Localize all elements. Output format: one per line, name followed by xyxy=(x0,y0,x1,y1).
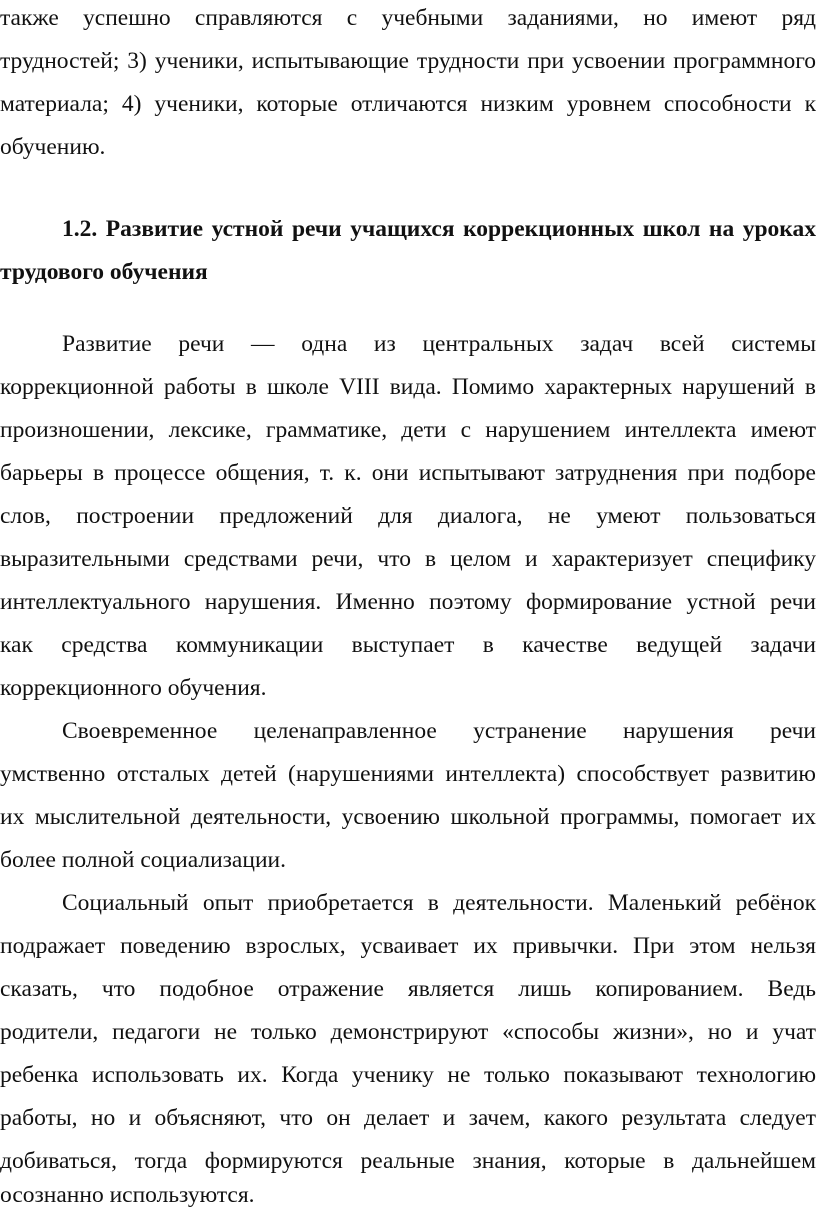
section-heading: 1.2. Развитие устной речи учащихся коррекционных школ на уроках xyxy=(62,216,816,242)
text-line: осознанно используются. xyxy=(0,1182,255,1208)
text-line: родители, педагоги не только демонстрируют «способы жизни», но и учат xyxy=(0,1019,816,1045)
text-line: Развитие речи — одна из центральных задач всей системы xyxy=(62,331,816,357)
text-line: коррекционного обучения. xyxy=(0,675,267,701)
text-line: работы, но и объясняют, что он делает и зачем, какого результата следует xyxy=(0,1105,816,1131)
text-line: барьеры в процессе общения, т. к. они испытывают затруднения при подборе xyxy=(0,460,816,486)
text-line: слов, построении предложений для диалога, не умеют пользоваться xyxy=(0,503,816,529)
text-line: интеллектуального нарушения. Именно поэтому формирование устной речи xyxy=(0,589,816,615)
text-line: Социальный опыт приобретается в деятельности. Маленький ребёнок xyxy=(62,890,816,916)
text-line: ребенка использовать их. Когда ученику не только показывают технологию xyxy=(0,1062,816,1088)
text-line: трудностей; 3) ученики, испытывающие трудности при усвоении программного xyxy=(0,48,816,74)
text-line: их мыслительной деятельности, усвоению школьной программы, помогает их xyxy=(0,804,816,830)
text-line: умственно отсталых детей (нарушениями интеллекта) способствует развитию xyxy=(0,761,816,787)
text-line: сказать, что подобное отражение является лишь копированием. Ведь xyxy=(0,976,816,1002)
text-line: обучению. xyxy=(0,134,106,160)
text-line: Своевременное целенаправленное устранение нарушения речи xyxy=(62,718,816,744)
text-line: произношении, лексике, грамматике, дети с нарушением интеллекта имеют xyxy=(0,417,816,443)
text-line: подражает поведению взрослых, усваивает их привычки. При этом нельзя xyxy=(0,933,816,959)
text-line: коррекционной работы в школе VIII вида. Помимо характерных нарушений в xyxy=(0,374,816,400)
text-line: добиваться, тогда формируются реальные знания, которые в дальнейшем xyxy=(0,1148,816,1174)
text-line: выразительными средствами речи, что в целом и характеризует специфику xyxy=(0,546,816,572)
text-line: материала; 4) ученики, которые отличаются низким уровнем способности к xyxy=(0,91,816,117)
text-line: более полной социализации. xyxy=(0,847,286,873)
section-heading: трудового обучения xyxy=(0,259,208,285)
text-line: как средства коммуникации выступает в качестве ведущей задачи xyxy=(0,632,816,658)
text-line: также успешно справляются с учебными заданиями, но имеют ряд xyxy=(0,5,816,31)
